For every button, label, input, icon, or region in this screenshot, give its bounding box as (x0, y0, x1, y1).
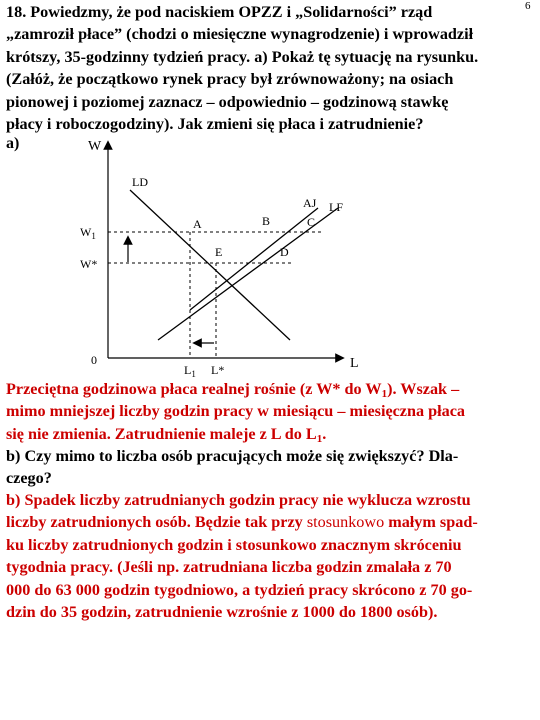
y-axis-label: W (88, 139, 102, 154)
ld-curve (130, 190, 290, 340)
answer-b-line-4: tygodnia pracy. (Jeśli np. zatrudniana liczba godzin zmalała z 70 (6, 558, 452, 577)
lf-label: LF (329, 200, 344, 214)
point-d-label: D (280, 245, 289, 259)
point-c-label: C (307, 215, 316, 229)
lstar-tick-label: L* (211, 363, 225, 377)
answer-b (6, 489, 534, 623)
question-line: „zamroził płace” (chodzi o miesięczne wynagrodzenie) i wprowadził (6, 25, 474, 44)
question-b (6, 445, 534, 490)
question-line: pionowej i poziomej zaznacz – odpowiednio – godzinową stawkę (6, 92, 449, 111)
answer-a-line-1: Przeciętna godzinowa płaca realnej rośnie (z W* do $W_1$). Wszak – (6, 380, 460, 400)
origin-label: 0 (91, 353, 97, 367)
question-b-line-1: b) Czy mimo to liczba osób pracujących może się zwiększyć? Dla- (6, 447, 459, 465)
question-line: płacy i roboczogodziny). Jak zmieni się płaca i zatrudnienie? (6, 115, 424, 134)
x-axis-label: L (350, 356, 359, 371)
part-a-label: a) (6, 135, 20, 152)
answer-a-line-3: się nie zmienia. Zatrudnienie maleje z L do $L_1$. (6, 424, 327, 445)
question-b-line-2: czego? (6, 469, 52, 488)
question-line: (Załóż, że początkowo rynek pracy był zrównoważony; na osiach (6, 70, 454, 89)
point-b-label: B (262, 214, 271, 228)
page-number: 6 (525, 0, 531, 12)
aj-curve (190, 208, 318, 310)
aj-label: AJ (303, 196, 317, 210)
w1-tick-label: $W_1$ (80, 225, 96, 241)
answer-b-line-6: dzin do 35 godzin, zatrudnienie wzrośnie z 1000 do 1800 osób). (6, 603, 438, 622)
question-line: krótszy, 35-godzinny tydzień pracy. a) Pokaż tę sytuację na rysunku. (6, 47, 479, 66)
answer-b-line-5: 000 do 63 000 godzin tygodniowo, a tydzień pracy skrócono z 70 go- (6, 580, 473, 599)
point-e-label: E (215, 245, 223, 259)
wstar-tick-label: W* (80, 257, 98, 271)
answer-a-line-2: mimo mniejszej liczby godzin pracy w miesiącu – miesięczna płaca (6, 402, 466, 421)
point-a-label: A (193, 217, 202, 231)
l1-tick-label: $L_1$ (184, 363, 196, 379)
answer-b-line-2: liczby zatrudnionych osób. Będzie tak przy stosunkowo małym spad- (6, 513, 478, 532)
answer-a (6, 378, 534, 445)
answer-b-line-1: b) Spadek liczby zatrudnianych godzin pracy nie wyklucza wzrostu (6, 491, 471, 509)
ld-label: LD (132, 175, 148, 189)
answer-b-line-3: ku liczby zatrudnionych godzin i stosunkowo znacznym skróceniu (6, 535, 462, 554)
question-line: 18. Powiedzmy, że pod naciskiem OPZZ i „Solidarności” rząd (6, 3, 433, 21)
